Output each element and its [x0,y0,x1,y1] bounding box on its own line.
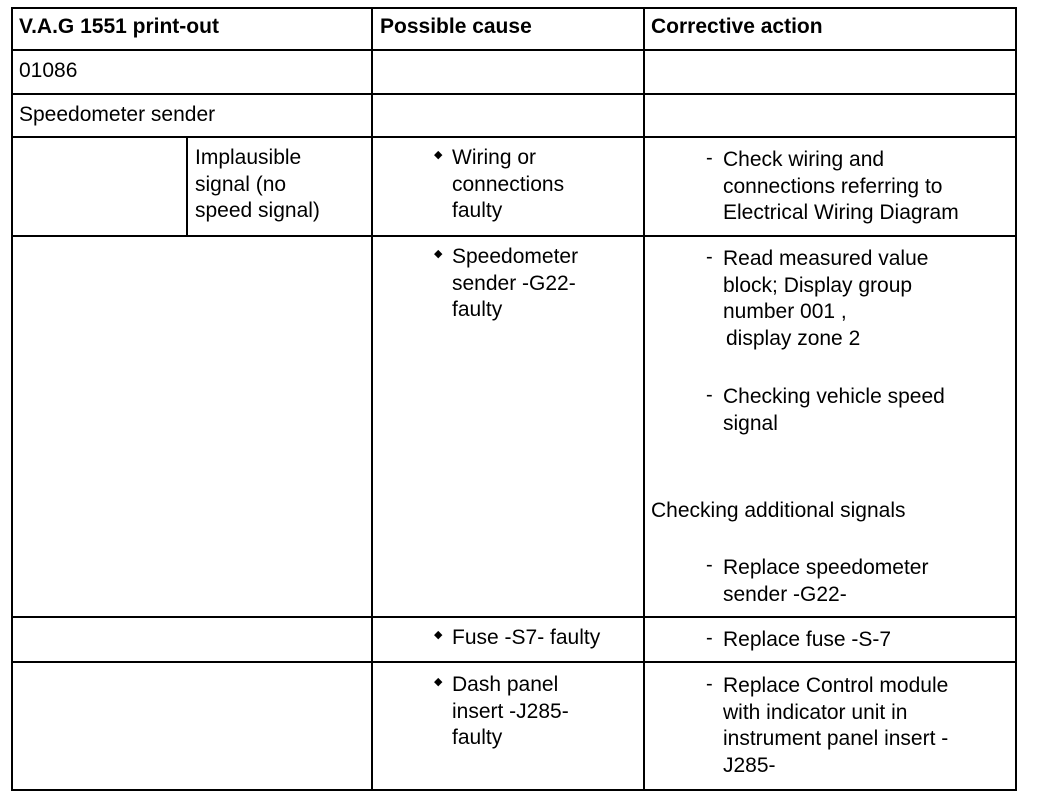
action-read-block-line: Read measured value [723,247,929,270]
dash-icon: - [706,384,713,406]
dash-icon: - [706,554,713,576]
header-corrective-action: Corrective action [651,15,823,38]
symptom-line: speed signal) [195,199,320,222]
cause-wiring-line: Wiring or [452,146,537,169]
component-name: Speedometer sender [19,103,216,126]
cause-wiring-line: connections [452,172,565,196]
symptom-line: signal (no [195,172,287,196]
action-check-wiring-line: connections referring to [723,174,943,198]
action-replace-fuse: Replace fuse -S-7 [723,628,892,651]
action-additional-signals: Checking additional signals [651,499,906,522]
action-check-wiring-line: Electrical Wiring Diagram [723,201,959,224]
action-check-speed-line: Checking vehicle speed [723,385,945,408]
sub-column-divider [186,136,188,237]
cause-sender-line: sender -G22- [452,271,576,295]
action-display-zone: display zone 2 [726,327,861,350]
bullet-icon: ◆ [434,149,443,161]
column-divider [643,7,645,791]
cause-sender-line: faulty [452,298,503,321]
fault-code: 01086 [19,59,78,82]
action-check-wiring-line: Check wiring and [723,148,885,171]
bullet-icon: ◆ [434,629,443,641]
action-read-block-line: number 001 , [723,300,847,323]
action-read-block-line: block; Display group [723,273,913,297]
dash-icon: - [706,673,713,695]
table-border-top [11,7,1017,9]
action-replace-module-line: with indicator unit in [723,700,908,724]
cause-fuse: Fuse -S7- faulty [452,626,601,649]
header-possible-cause: Possible cause [380,15,532,38]
row-divider [11,136,1017,138]
bullet-icon: ◆ [434,676,443,688]
header-printout: V.A.G 1551 print-out [19,15,219,38]
bullet-icon: ◆ [434,248,443,260]
cause-dash-line: Dash panel [452,673,559,696]
symptom-line: Implausible [195,146,302,169]
table-border-bottom [11,789,1017,791]
row-divider [11,616,1017,618]
row-divider [11,235,1017,237]
row-divider [11,93,1017,95]
dash-icon: - [706,627,713,649]
cause-wiring-line: faulty [452,199,503,222]
table-border-left [11,7,13,791]
column-divider [371,7,373,791]
action-replace-sender-line: sender -G22- [723,582,847,606]
dash-icon: - [706,246,713,268]
header-divider [11,49,1017,51]
action-replace-module-line: instrument panel insert - [723,727,949,750]
action-check-speed-line: signal [723,411,778,435]
cause-sender-line: Speedometer [452,245,579,268]
cause-dash-line: insert -J285- [452,699,569,723]
action-replace-sender-line: Replace speedometer [723,556,929,579]
action-replace-module-line: J285- [723,753,776,777]
cause-dash-line: faulty [452,726,503,749]
table-border-right [1015,7,1017,791]
row-divider [11,661,1017,663]
action-replace-module-line: Replace Control module [723,674,949,697]
dash-icon: - [706,147,713,169]
